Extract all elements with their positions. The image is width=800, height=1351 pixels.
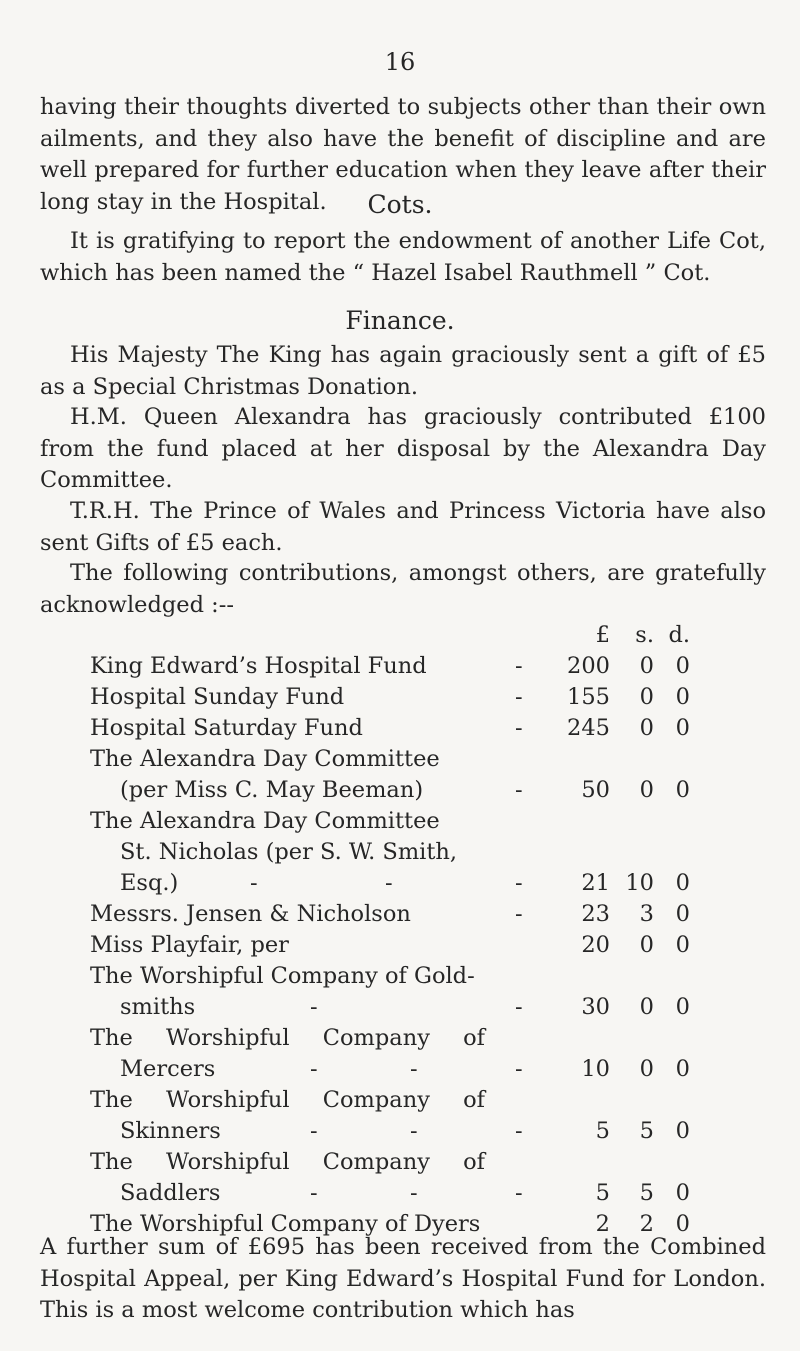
contribution-row [90, 868, 776, 899]
contributor-name: Messrs. Jensen & Nicholson [90, 901, 411, 927]
contributor-name-cont: (per Miss C. May Beeman) [120, 777, 424, 803]
page-number: 16 [384, 48, 416, 76]
shillings-value: 0 [639, 715, 654, 741]
leader-dash: - [310, 994, 318, 1020]
cots-paragraph: It is gratifying to report the endowment of another Life Cot, which has been named the “ Hazel Isabel Rauthmell ” Cot. [40, 228, 766, 286]
pence-value: 0 [675, 715, 690, 741]
name-word: The [90, 1025, 133, 1051]
pence-value: 0 [675, 1056, 690, 1082]
leader-dash: - [385, 870, 393, 896]
name-word: of [463, 1087, 485, 1113]
shillings-value: 3 [639, 901, 654, 927]
leader-dash: - [515, 653, 523, 679]
contributor-name: The Alexandra Day Committee [90, 746, 440, 772]
contribution-row [90, 899, 776, 930]
leader-dash: - [515, 1118, 523, 1144]
finance-paragraph-queen: H.M. Queen Alexandra has graciously contributed £100 from the fund placed at her disposal by the Alexandra Day Committee. [40, 404, 766, 493]
pounds-value: 10 [581, 1056, 610, 1082]
pounds-header: £ [595, 622, 610, 648]
contributor-name-cont: smiths [120, 994, 196, 1020]
shillings-value: 0 [639, 932, 654, 958]
currency-header-row [90, 620, 776, 651]
leader-dash: - [515, 1180, 523, 1206]
contributor-name: The Alexandra Day Committee [90, 808, 440, 834]
shillings-value: 0 [639, 1056, 654, 1082]
finance-heading: Finance. [345, 306, 455, 335]
shillings-value: 5 [639, 1180, 654, 1206]
contribution-row [90, 682, 776, 713]
contribution-row [90, 651, 776, 682]
leader-dash: - [410, 1118, 418, 1144]
contribution-row [90, 775, 776, 806]
contributor-name-cont: Mercers [120, 1056, 216, 1082]
pounds-value: 5 [595, 1118, 610, 1144]
leader-dash: - [410, 1180, 418, 1206]
contributor-name: Miss Playfair, per [90, 932, 289, 958]
name-word: of [463, 1025, 485, 1051]
intro-paragraph: having their thoughts diverted to subjects other than their own ailments, and they also have the benefit of discipline and are well prepared for further education when they leave after their long stay in the Hospital. [40, 94, 766, 215]
contribution-row-line [90, 806, 776, 837]
contributor-name: Hospital Saturday Fund [90, 715, 363, 741]
contributor-name: The Worshipful Company of Dyers [90, 1211, 481, 1237]
shillings-value: 0 [639, 994, 654, 1020]
leader-dash: - [410, 1056, 418, 1082]
pounds-value: 2 [595, 1211, 610, 1237]
name-word: Worshipful [166, 1087, 290, 1113]
contribution-row [90, 992, 776, 1023]
contribution-row-line [90, 1023, 776, 1054]
contribution-row-line [90, 961, 776, 992]
name-word: Company [322, 1025, 430, 1051]
name-word: The [90, 1087, 133, 1113]
leader-dash: - [310, 1118, 318, 1144]
name-word: Worshipful [166, 1149, 290, 1175]
contributor-name-cont: Saddlers [120, 1180, 221, 1206]
pence-value: 0 [675, 653, 690, 679]
shillings-value: 0 [639, 777, 654, 803]
name-word: of [463, 1149, 485, 1175]
leader-dash: - [515, 1056, 523, 1082]
leader-dash: - [515, 870, 523, 896]
contribution-row-line [90, 1085, 776, 1116]
pounds-value: 20 [581, 932, 610, 958]
leader-dash: - [515, 901, 523, 927]
contributor-name: The Worshipful Company of Gold- [90, 963, 475, 989]
pounds-value: 30 [581, 994, 610, 1020]
pounds-value: 245 [567, 715, 610, 741]
shillings-value: 0 [639, 684, 654, 710]
cots-heading: Cots. [367, 190, 433, 219]
leader-dash: - [310, 1056, 318, 1082]
pounds-value: 5 [595, 1180, 610, 1206]
contribution-row [90, 1054, 776, 1085]
contribution-row-line [90, 837, 776, 868]
contributor-name-cont: Esq.) [120, 870, 179, 896]
pence-value: 0 [675, 870, 690, 896]
pence-value: 0 [675, 994, 690, 1020]
finance-paragraph-prince: T.R.H. The Prince of Wales and Princess Victoria have also sent Gifts of £5 each. [40, 498, 766, 556]
leader-dash: - [515, 777, 523, 803]
shillings-value: 10 [625, 870, 654, 896]
pence-value: 0 [675, 901, 690, 927]
shillings-value: 2 [639, 1211, 654, 1237]
pence-header: d. [668, 622, 690, 648]
finance-paragraph-king: His Majesty The King has again graciously sent a gift of £5 as a Special Christmas Donation. [40, 342, 766, 400]
contribution-row-line [90, 1147, 776, 1178]
shillings-value: 0 [639, 653, 654, 679]
shillings-header: s. [635, 622, 654, 648]
pence-value: 0 [675, 932, 690, 958]
pounds-value: 155 [567, 684, 610, 710]
pence-value: 0 [675, 1180, 690, 1206]
shillings-value: 5 [639, 1118, 654, 1144]
pence-value: 0 [675, 684, 690, 710]
closing-paragraph: A further sum of £695 has been received from the Combined Hospital Appeal, per King Edward’s Hospital Fund for London. This is a most welcome contribution which has [40, 1234, 766, 1323]
contributor-name: King Edward’s Hospital Fund [90, 653, 427, 679]
contributor-name-cont: Skinners [120, 1118, 221, 1144]
leader-dash: - [515, 715, 523, 741]
contribution-row [90, 1116, 776, 1147]
leader-dash: - [250, 870, 258, 896]
name-word: Company [322, 1087, 430, 1113]
name-word: The [90, 1149, 133, 1175]
contributor-name: Hospital Sunday Fund [90, 684, 345, 710]
pounds-value: 21 [581, 870, 610, 896]
contributor-name-cont: St. Nicholas (per S. W. Smith, [120, 839, 458, 865]
name-word: Company [322, 1149, 430, 1175]
contribution-row [90, 1178, 776, 1209]
pounds-value: 50 [581, 777, 610, 803]
name-word: Worshipful [166, 1025, 290, 1051]
contribution-row [90, 713, 776, 744]
pence-value: 0 [675, 777, 690, 803]
pounds-value: 200 [567, 653, 610, 679]
pence-value: 0 [675, 1211, 690, 1237]
contributions-table [90, 620, 776, 1240]
pence-value: 0 [675, 1118, 690, 1144]
leader-dash: - [515, 994, 523, 1020]
contribution-row [90, 930, 776, 961]
leader-dash: - [515, 684, 523, 710]
pounds-value: 23 [581, 901, 610, 927]
finance-paragraph-following: The following contributions, amongst others, are gratefully acknowledged :-- [40, 560, 766, 618]
leader-dash: - [310, 1180, 318, 1206]
contribution-row-line [90, 744, 776, 775]
